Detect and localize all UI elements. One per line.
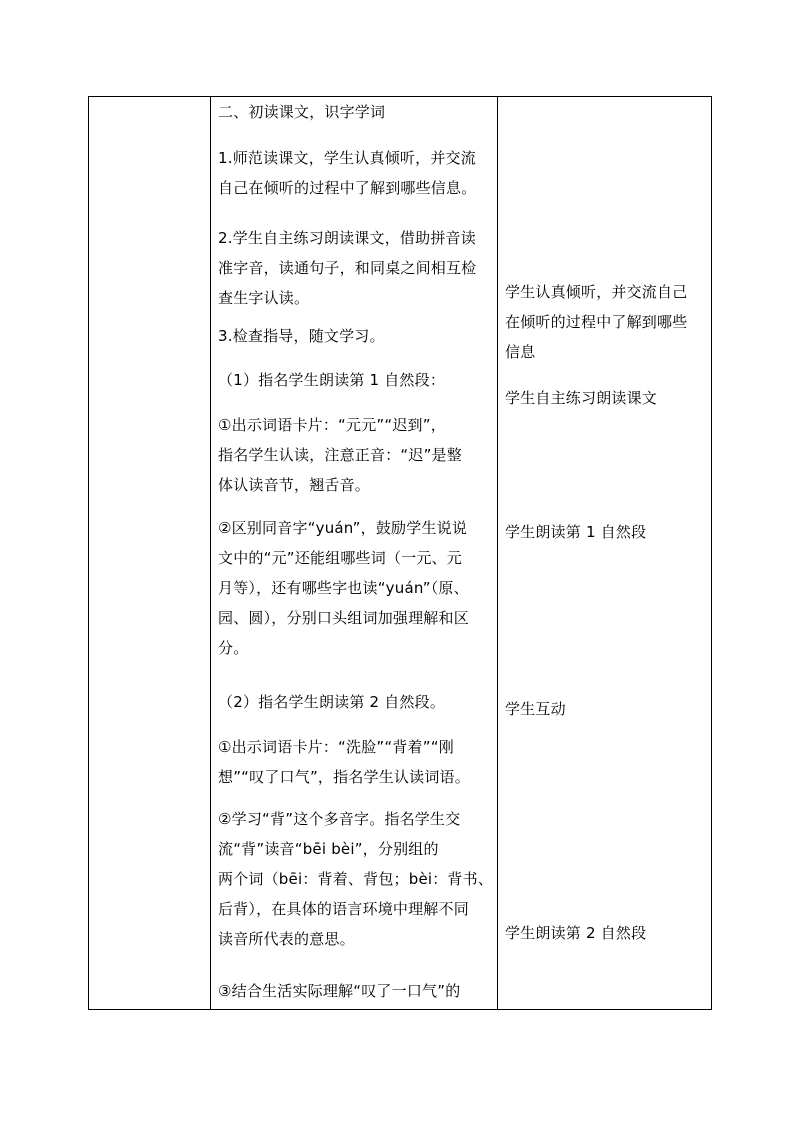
activity-line: 学生朗读第 1 自然段 (505, 523, 647, 541)
step-paragraph (218, 97, 493, 127)
step-line: （2）指名学生朗读第 2 自然段。 (218, 693, 446, 711)
step-line: 后背），在具体的语言环境中理解不同 (218, 900, 469, 918)
activity-paragraph (505, 383, 710, 413)
step-paragraph (218, 732, 493, 792)
step-paragraph (218, 976, 493, 1006)
step-paragraph (218, 687, 493, 717)
step-line: 准字音，读通句子，和同桌之间相互检 (218, 259, 477, 277)
step-line: ③结合生活实际理解“叹了一口气”的 (218, 982, 461, 1000)
step-paragraph (218, 321, 493, 351)
step-line: 自己在倾听的过程中了解到哪些信息。 (218, 179, 477, 197)
lesson-plan-table (88, 96, 712, 1010)
step-line: 分。 (218, 639, 249, 657)
step-line: ①出示词语卡片：“元元”“迟到”， (218, 416, 446, 434)
step-line: （1）指名学生朗读第 1 自然段： (218, 371, 446, 389)
teaching-steps-cell (211, 97, 497, 1009)
step-line: 读音所代表的意思。 (218, 930, 355, 948)
activity-line: 学生朗读第 2 自然段 (505, 924, 647, 942)
activity-paragraph (505, 277, 710, 367)
step-line: 查生字认读。 (218, 289, 310, 307)
activity-line: 信息 (505, 343, 536, 361)
step-line: 2.学生自主练习朗读课文，借助拼音读 (218, 229, 476, 247)
step-line: 文中的“元”还能组哪些词（一元、元 (218, 549, 462, 567)
step-paragraph (218, 143, 493, 203)
step-line: 指名学生认读，注意正音：“迟”是整 (218, 446, 462, 464)
step-line: 二、初读课文，识字学词 (218, 103, 386, 121)
step-line: 想”“叹了口气”，指名学生认读词语。 (218, 768, 470, 786)
activity-line: 在倾听的过程中了解到哪些 (505, 313, 688, 331)
activity-paragraph (505, 517, 710, 547)
step-line: ②区别同音字“yuán”，鼓励学生说说 (218, 519, 468, 537)
step-line: ①出示词语卡片：“洗脸”“背着”“刚 (218, 738, 454, 756)
step-paragraph (218, 365, 493, 395)
step-paragraph (218, 804, 493, 954)
step-paragraph (218, 513, 493, 663)
step-paragraph (218, 223, 493, 313)
step-line: 两个词（bēi：背着、背包；bèi：背书、 (218, 870, 494, 888)
step-line: 3.检查指导，随文学习。 (218, 327, 385, 345)
step-line: 园、圆），分别口头组词加强理解和区 (218, 609, 469, 627)
step-line: ②学习“背”这个多音字。指名学生交 (218, 810, 461, 828)
left-empty-cell (89, 97, 210, 1009)
step-paragraph (218, 410, 493, 500)
activity-line: 学生互动 (505, 700, 566, 718)
step-line: 月等），还有哪些字也读“yuán”（原、 (218, 579, 469, 597)
activity-line: 学生自主练习朗读课文 (505, 389, 658, 407)
activity-paragraph (505, 918, 710, 948)
step-line: 1.师范读课文，学生认真倾听，并交流 (218, 149, 476, 167)
activity-line: 学生认真倾听，并交流自己 (505, 283, 688, 301)
step-line: 流“背”读音“bēi bèi”，分别组的 (218, 840, 439, 858)
activity-paragraph (505, 694, 710, 724)
step-line: 体认读音节，翘舌音。 (218, 476, 371, 494)
student-activities-cell (498, 97, 712, 1009)
